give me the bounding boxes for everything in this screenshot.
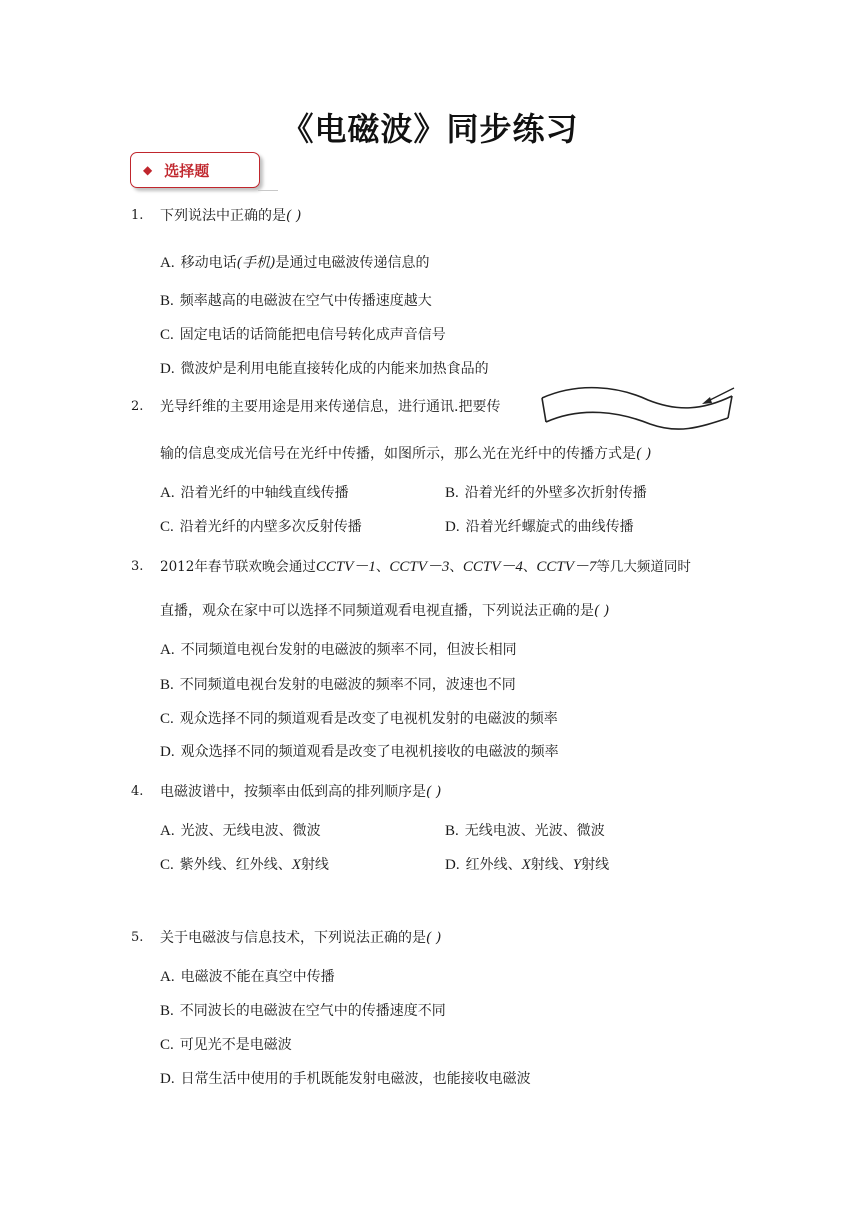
option-a[interactable] (160, 484, 349, 502)
channel-label: CCTV－7 (536, 559, 597, 575)
option-letter: C. (160, 711, 174, 727)
option-c[interactable] (160, 856, 329, 874)
question-stem (160, 929, 441, 947)
question-number: 5. (131, 930, 144, 945)
answer-paren: ( ) (594, 603, 610, 619)
section-divider (258, 190, 278, 191)
option-text: 射线、 (530, 857, 573, 873)
option-c[interactable] (160, 710, 558, 728)
answer-paren: ( ) (426, 930, 442, 946)
separator: 、 (522, 559, 537, 575)
option-letter: D. (445, 857, 460, 873)
option-b[interactable] (445, 484, 647, 502)
option-text: 沿着光纤的内壁多次反射传播 (179, 519, 362, 535)
option-text: 不同波长的电磁波在空气中的传播速度不同 (179, 1003, 446, 1019)
question-stem (160, 207, 301, 225)
option-letter: D. (160, 744, 175, 760)
option-text: 射线 (300, 857, 329, 873)
option-letter: A. (160, 823, 175, 839)
option-text: 沿着光纤螺旋式的曲线传播 (465, 519, 634, 535)
option-text: 不同频道电视台发射的电磁波的频率不同，但波长相同 (180, 642, 517, 658)
option-text: 光波、无线电波、微波 (180, 823, 321, 839)
option-c[interactable] (160, 518, 362, 536)
fiber-end-left (542, 398, 546, 422)
option-c[interactable] (160, 326, 446, 344)
option-a[interactable] (160, 822, 321, 840)
question-number: 2. (131, 399, 144, 414)
option-d[interactable] (445, 856, 609, 874)
option-b[interactable] (160, 676, 516, 694)
option-text: 移动电话 (180, 255, 237, 271)
separator: 、 (449, 559, 463, 575)
question-stem-continued (160, 445, 651, 463)
option-text: 电磁波不能在真空中传播 (180, 969, 335, 985)
question-stem-continued (160, 602, 609, 620)
option-letter: C. (160, 327, 174, 343)
option-letter: C. (160, 857, 174, 873)
stem-text: 2012年春节联欢晚会通过 (160, 559, 316, 575)
option-text-paren: (手机) (236, 255, 276, 271)
stem-text: 输的信息变成光信号在光纤中传播，如图所示，那么光在光纤中的传播方式是 (160, 446, 636, 462)
option-a[interactable] (160, 641, 517, 659)
channel-label: CCTV－4 (462, 559, 523, 575)
option-text: 沿着光纤的外壁多次折射传播 (464, 485, 647, 501)
separator: 、 (375, 559, 390, 575)
option-text-symbol: X (521, 857, 531, 873)
option-text: 无线电波、光波、微波 (464, 823, 605, 839)
option-letter: B. (445, 823, 459, 839)
option-a[interactable] (160, 254, 430, 272)
option-letter: C. (160, 1037, 174, 1053)
diamond-icon: ◆ (143, 163, 153, 177)
option-text: 观众选择不同的频道观看是改变了电视机接收的电磁波的频率 (180, 744, 559, 760)
option-letter: B. (160, 293, 174, 309)
option-d[interactable] (160, 360, 489, 378)
option-text: 沿着光纤的中轴线直线传播 (180, 485, 349, 501)
question-number: 4. (131, 784, 144, 799)
option-letter: C. (160, 519, 174, 535)
option-letter: D. (160, 1071, 175, 1087)
stem-text: 电磁波谱中，按频率由低到高的排列顺序是 (160, 784, 426, 800)
option-letter: B. (445, 485, 459, 501)
question-number: 1. (131, 208, 144, 223)
option-text: 日常生活中使用的手机既能发射电磁波，也能接收电磁波 (180, 1071, 531, 1087)
option-text: 微波炉是利用电能直接转化成的内能来加热食品的 (180, 361, 489, 377)
option-letter: B. (160, 1003, 174, 1019)
option-text: 射线 (581, 857, 610, 873)
option-b[interactable] (160, 292, 432, 310)
stem-text: 直播，观众在家中可以选择不同频道观看电视直播，下列说法正确的是 (160, 603, 594, 619)
option-d[interactable] (160, 1070, 531, 1088)
option-letter: B. (160, 677, 174, 693)
page-title: 《电磁波》同步练习 (281, 110, 579, 148)
option-text: 观众选择不同的频道观看是改变了电视机发射的电磁波的频率 (179, 711, 558, 727)
channel-label: CCTV－3 (389, 559, 450, 575)
option-letter: A. (160, 255, 175, 271)
option-text: 红外线、 (465, 857, 522, 873)
question-stem (160, 558, 691, 576)
option-letter: A. (160, 642, 175, 658)
option-text: 紫外线、红外线、 (179, 857, 292, 873)
option-letter: A. (160, 485, 175, 501)
option-text: 可见光不是电磁波 (179, 1037, 292, 1053)
answer-paren: ( ) (636, 446, 652, 462)
option-d[interactable] (160, 743, 559, 761)
section-label: 选择题 (164, 161, 210, 180)
option-letter: D. (445, 519, 460, 535)
option-text-symbol: X (291, 857, 301, 873)
option-text: 固定电话的话筒能把电信号转化成声音信号 (179, 327, 446, 343)
answer-paren: ( ) (286, 208, 302, 224)
option-letter: A. (160, 969, 175, 985)
option-text: 频率越高的电磁波在空气中传播速度越大 (179, 293, 432, 309)
option-text: 不同频道电视台发射的电磁波的频率不同，波速也不同 (179, 677, 516, 693)
answer-paren: ( ) (426, 784, 442, 800)
section-tag (130, 152, 260, 188)
option-a[interactable] (160, 968, 335, 986)
question-number: 3. (131, 559, 144, 574)
question-stem: 光导纤维的主要用途是用来传递信息，进行通讯.把要传 (160, 399, 501, 415)
stem-text: 下列说法中正确的是 (160, 208, 286, 224)
channel-label: CCTV－1 (315, 559, 376, 575)
fiber-inner-edge (546, 412, 728, 429)
option-c[interactable] (160, 1036, 292, 1054)
light-arrow-icon (700, 386, 736, 408)
option-d[interactable] (445, 518, 634, 536)
option-text: 是通过电磁波传递信息的 (275, 255, 430, 271)
option-b[interactable] (160, 1002, 446, 1020)
stem-text: 关于电磁波与信息技术，下列说法正确的是 (160, 930, 426, 946)
option-text-symbol: Y (572, 857, 582, 873)
stem-text: 等几大频道同时 (596, 559, 691, 575)
question-stem (160, 783, 441, 801)
option-b[interactable] (445, 822, 605, 840)
option-letter: D. (160, 361, 175, 377)
